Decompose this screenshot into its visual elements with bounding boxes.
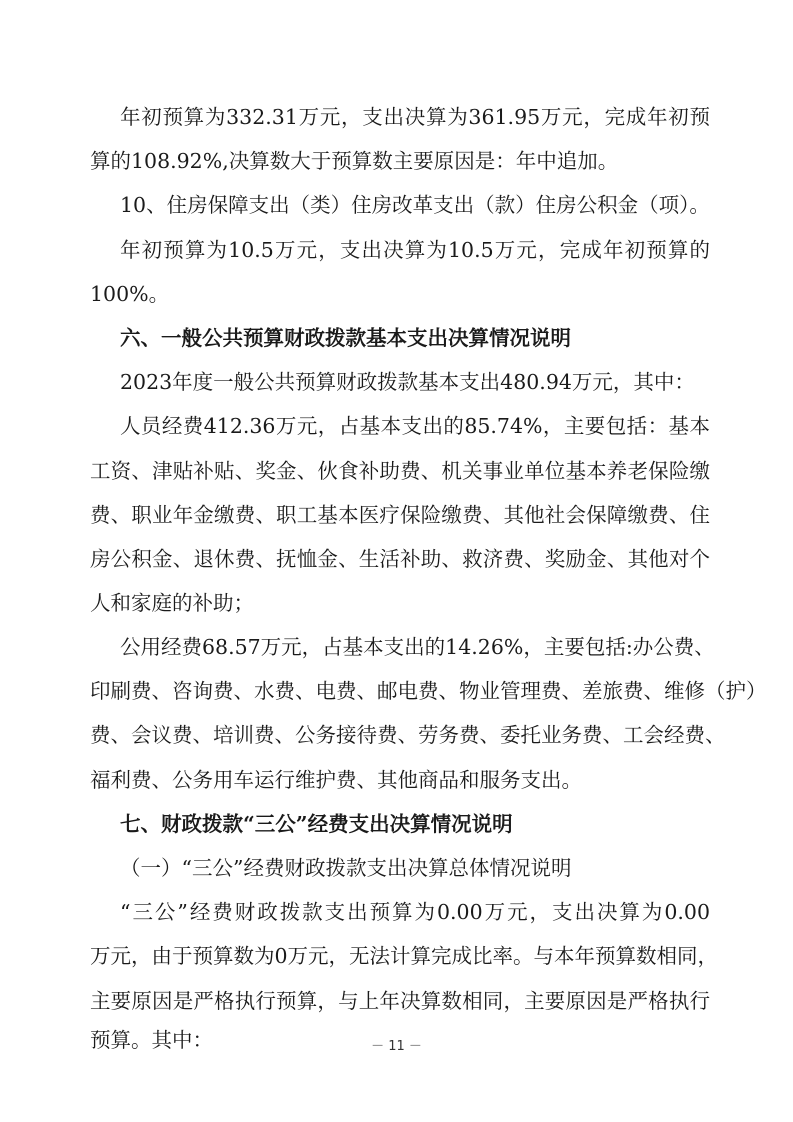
page-number: － 11 － — [371, 1039, 422, 1054]
section-heading: 六、一般公共预算财政拨款基本支出决算情况说明 — [120, 326, 571, 350]
section-heading: 七、财政拨款“三公”经费支出决算情况说明 — [120, 812, 513, 836]
paragraph-line: 预算。其中： — [90, 1028, 213, 1052]
paragraph-line: 工资、津贴补贴、奖金、伙食补助费、机关事业单位基本养老保险缴 — [90, 459, 710, 483]
paragraph-line: 印刷费、咨询费、水费、电费、邮电费、物业管理费、差旅费、维修（护） — [90, 679, 767, 703]
paragraph-line: 算的108.92%,决算数大于预算数主要原因是：年中追加。 — [90, 149, 619, 173]
paragraph-line: “三公”经费财政拨款支出预算为0.00万元，支出决算为0.00 — [120, 900, 710, 924]
paragraph-line: 费、职业年金缴费、职工基本医疗保险缴费、其他社会保障缴费、住 — [90, 503, 710, 527]
paragraph-line: 年初预算为10.5万元，支出决算为10.5万元，完成年初预算的 — [120, 238, 710, 262]
paragraph-line: 公用经费68.57万元，占基本支出的14.26%，主要包括:办公费、 — [120, 635, 715, 659]
paragraph-line: 人和家庭的补助； — [90, 591, 254, 615]
paragraph-line: 年初预算为332.31万元，支出决算为361.95万元，完成年初预 — [120, 105, 710, 129]
paragraph-line: 10、住房保障支出（类）住房改革支出（款）住房公积金（项）。 — [120, 193, 710, 217]
paragraph-line: 福利费、公务用车运行维护费、其他商品和服务支出。 — [90, 768, 582, 792]
paragraph-line: 房公积金、退休费、抚恤金、生活补助、救济费、奖励金、其他对个 — [90, 547, 710, 571]
paragraph-line: 人员经费412.36万元，占基本支出的85.74%，主要包括：基本 — [120, 414, 710, 438]
paragraph-line: 主要原因是严格执行预算，与上年决算数相同，主要原因是严格执行 — [90, 989, 710, 1013]
paragraph-line: 费、会议费、培训费、公务接待费、劳务费、委托业务费、工会经费、 — [90, 723, 726, 747]
paragraph-line: 万元，由于预算数为0万元，无法计算完成比率。与本年预算数相同， — [90, 944, 719, 968]
paragraph-line: 100%。 — [90, 282, 170, 306]
subsection-heading: （一）“三公”经费财政拨款支出决算总体情况说明 — [120, 856, 572, 880]
paragraph-line: 2023年度一般公共预算财政拨款基本支出480.94万元，其中： — [120, 370, 695, 394]
